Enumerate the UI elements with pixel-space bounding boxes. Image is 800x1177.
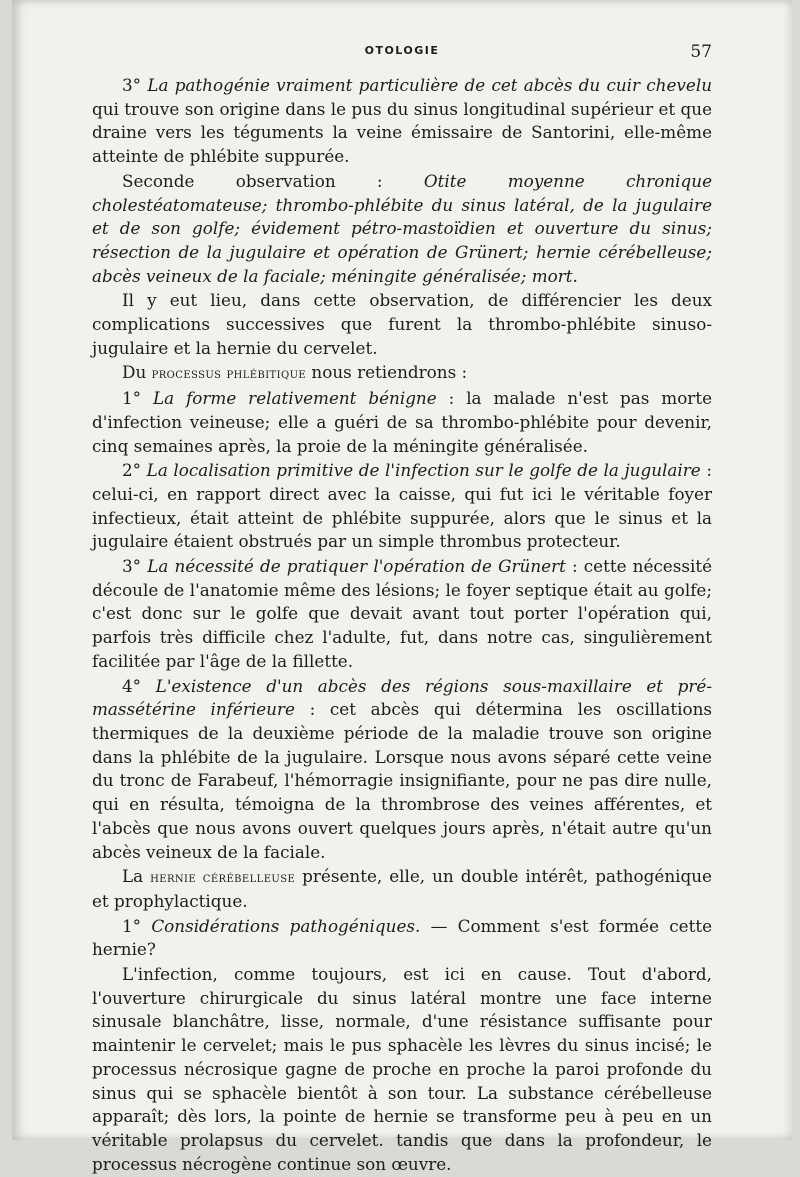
item-text: : celui-ci, en rapport direct avec la caisse, qui fut ici le véritable foyer infectieux, était atteint de phlébite suppurée, alors que le sinus et la jugulaire étaient obstrués par un simple thrombus protecteur. <box>92 460 712 552</box>
small-caps-term: hernie cérébelleuse <box>150 869 296 887</box>
item-heading: La localisation primitive de l'infection sur le golfe de la jugulaire <box>146 460 701 481</box>
item-number: 1° <box>122 915 152 936</box>
item-number: 3° <box>122 556 148 577</box>
book-page <box>12 0 792 1174</box>
observation-lead: Seconde observation : <box>122 170 424 191</box>
item-heading: La nécessité de pratiquer l'opération de Grünert <box>147 556 566 577</box>
text-run: présente, elle, un double intérêt, pathogénique et prophylactique. <box>92 866 712 911</box>
item-heading: La pathogénie vraiment particulière de cet abcès du cuir chevelu <box>147 75 713 95</box>
section-intro-hernie <box>92 865 712 913</box>
paragraph-item-1 <box>92 387 712 458</box>
text-run: La <box>122 866 151 887</box>
paragraph-considerations <box>92 915 712 962</box>
paragraph-text: Il y eut lieu, dans cette observation, de différencier les deux complications successives que furent la thrombo-phlébite sinuso-jugulaire et la hernie du cervelet. <box>92 290 712 358</box>
item-heading: Considérations pathogéniques. <box>151 915 421 936</box>
item-number: 2° <box>122 460 147 481</box>
paragraph-item-2 <box>92 459 712 554</box>
paragraph-item-3b <box>92 555 712 674</box>
item-number: 4° <box>122 675 156 696</box>
small-caps-term: processus phlébitique <box>151 365 307 383</box>
item-text: : la malade n'est pas morte d'infection veineuse; elle a guéri de sa thrombo-phlébite pour devenir, cinq semaines après, la proie de la méningite généralisée. <box>92 388 713 456</box>
body-text <box>92 74 712 1177</box>
section-intro-phlebitique <box>92 361 712 386</box>
item-heading: La forme relativement bénigne <box>153 388 437 409</box>
item-text: : cet abcès qui détermina les oscillations thermiques de la deuxième période de la maladie trouve son origine dans la phlébite de la jugulaire. Lorsque nous avons séparé cette veine du tronc de Farabeuf, l'hémorragie insignifiante, pour ne pas dire nulle, qui en résulta, témoigna de la thrombrose des veines afférentes, et l'abcès que nous avons ouvert quelques jours après, n'était autre qu'un abcès veineux de la faciale. <box>92 699 712 862</box>
page-header <box>92 44 712 68</box>
item-text: qui trouve son origine dans le pus du sinus longitudinal supérieur et que draine vers les téguments la veine émissaire de Santorini, elle-même atteinte de phlébite suppurée. <box>92 98 712 167</box>
item-number: 1° <box>122 388 153 409</box>
page-number: 57 <box>690 42 712 62</box>
running-head: OTOLOGIE <box>364 44 440 57</box>
text-run: Du <box>122 362 152 383</box>
paragraph-observation-title <box>92 170 712 289</box>
paragraph-item-4 <box>92 675 712 865</box>
observation-summary: Otite moyenne chronique cholestéatomateuse; thrombo-phlébite du sinus latéral, de la jugulaire et de son golfe; évidement pétro-mastoïdien et ouverture du sinus; résection de la jugulaire et opération de Grünert; hernie cérébelleuse; abcès veineux de la faciale; méningite généralisée; mort. <box>92 170 712 286</box>
item-text: — Comment s'est formée cette hernie? <box>92 915 713 960</box>
paragraph <box>92 289 712 360</box>
text-run: nous retiendrons : <box>306 362 468 383</box>
item-text: : cette nécessité découle de l'anatomie même des lésions; le foyer septique était au golfe; c'est donc sur le golfe que devait avant tout porter l'opération qui, parfois très difficile chez l'adulte, fut, dans notre cas, singulièrement facilitée par l'âge de la fillette. <box>92 556 713 671</box>
paragraph <box>92 963 712 1176</box>
paragraph-text: L'infection, comme toujours, est ici en cause. Tout d'abord, l'ouverture chirurgicale du sinus latéral montre une face interne sinusale blanchâtre, lisse, normale, d'une résistance suffisante pour maintenir le cervelet; mais le pus sphacèle les lèvres du sinus incisé; le processus nécrosique gagne de proche en proche la paroi profonde du sinus qui se sphacèle bientôt à son tour. La substance cérébelleuse apparaît; dès lors, la pointe de hernie se transforme peu à peu en un véritable prolapsus du cervelet. tandis que dans la profondeur, le processus nécrogène continue son œuvre. <box>92 964 712 1174</box>
item-heading: L'existence d'un abcès des régions sous-maxillaire et pré-massétérine inférieure <box>92 675 712 720</box>
item-number: 3° <box>122 75 148 95</box>
paragraph-item-3 <box>92 74 712 169</box>
